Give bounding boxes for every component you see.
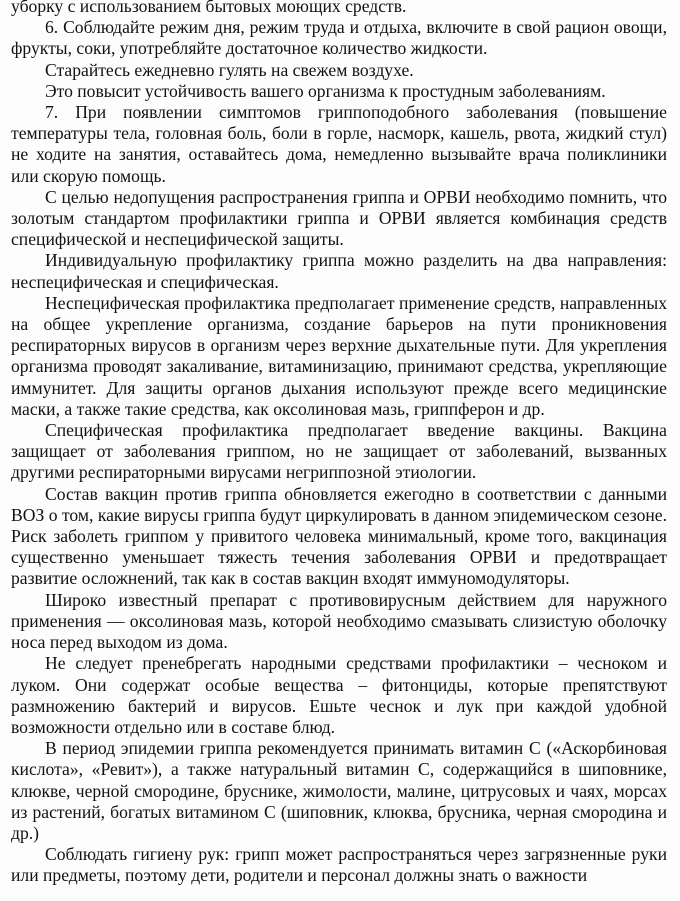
- paragraph-hand-hygiene: Соблюдать гигиену рук: грипп может распространяться через загрязненные руки или предметы, поэтому дети, родители и персонал должны знать о важности: [11, 844, 667, 886]
- paragraph-item-6-daily-regime: 6. Соблюдайте режим дня, режим труда и отдыха, включите в свой рацион овощи, фрукты, соки, употребляйте достаточное количество жидкости.: [11, 17, 667, 59]
- paragraph-individual-prevention: Индивидуальную профилактику гриппа можно разделить на два направления: неспецифическая и специфическая.: [11, 250, 667, 292]
- paragraph-vitamin-c: В период эпидемии гриппа рекомендуется принимать витамин С («Аскорбиновая кислота», «Ревит»), а также натуральный витамин С, содержащийся в шиповнике, клюкве, черной смородине, бруснике, жимолости, малине, цитрусовых и чаях, морсах из растений, богатых витамином С (шиповник, клюква, брусника, черная смородина и др.): [11, 738, 667, 843]
- paragraph-specific-prevention: Специфическая профилактика предполагает введение вакцины. Вакцина защищает от заболевания гриппом, но не защищает от заболеваний, вызванных другими респираторными вирусами негриппозной этиологии.: [11, 420, 667, 483]
- paragraph-vaccine-composition: Состав вакцин против гриппа обновляется ежегодно в соответствии с данными ВОЗ о том, какие вирусы гриппа будут циркулировать в данном эпидемическом сезоне. Риск заболеть гриппом у привитого человека минимальный, кроме того, вакцинация существенно уменьшает тяжесть течения заболевания ОРВИ и предотвращает развитие осложнений, так как в состав вакцин входят иммуномодуляторы.: [11, 483, 667, 589]
- paragraph-item-7-symptoms: 7. При появлении симптомов гриппоподобного заболевания (повышение температуры тела, головная боль, боли в горле, насморк, кашель, рвота, жидкий стул) не ходите на занятия, оставайтесь дома, немедленно вызывайте врача поликлиники или скорую помощь.: [11, 102, 667, 186]
- paragraph-oxolinic-ointment: Широко известный препарат с противовирусным действием для наружного применения — оксолиновая мазь, которой необходимо смазывать слизистую оболочку носа перед выходом из дома.: [11, 589, 667, 653]
- paragraph-resistance: Это повысит устойчивость вашего организма к простудным заболеваниям.: [45, 80, 606, 101]
- document-body: [11, 0, 667, 887]
- paragraph-prevention-standard: С целью недопущения распространения гриппа и ОРВИ необходимо помнить, что золотым стандартом профилактики гриппа и ОРВИ является комбинация средств специфической и неспецифической защиты.: [11, 186, 667, 250]
- paragraph-nonspecific-prevention: Неспецифическая профилактика предполагает применение средств, направленных на общее укрепление организма, создание барьеров на пути проникновения респираторных вирусов в организм через верхние дыхательные пути. Для укрепления организма проводят закаливание, витаминизацию, принимают средства, укрепляющие иммунитет. Для защиты органов дыхания используют прежде всего медицинские маски, а также такие средства, как оксолиновая мазь, гриппферон и др.: [11, 292, 667, 419]
- paragraph-cleaning-continuation: уборку с использованием бытовых моющих средств.: [11, 0, 407, 16]
- paragraph-fresh-air: Старайтесь ежедневно гулять на свежем воздухе.: [45, 59, 414, 80]
- paragraph-folk-remedies: Не следует пренебрегать народными средствами профилактики – чесноком и луком. Они содержат особые вещества – фитонциды, которые препятствуют размножению бактерий и вирусов. Ешьте чеснок и лук при каждой удобной возможности отдельно или в составе блюд.: [11, 653, 667, 737]
